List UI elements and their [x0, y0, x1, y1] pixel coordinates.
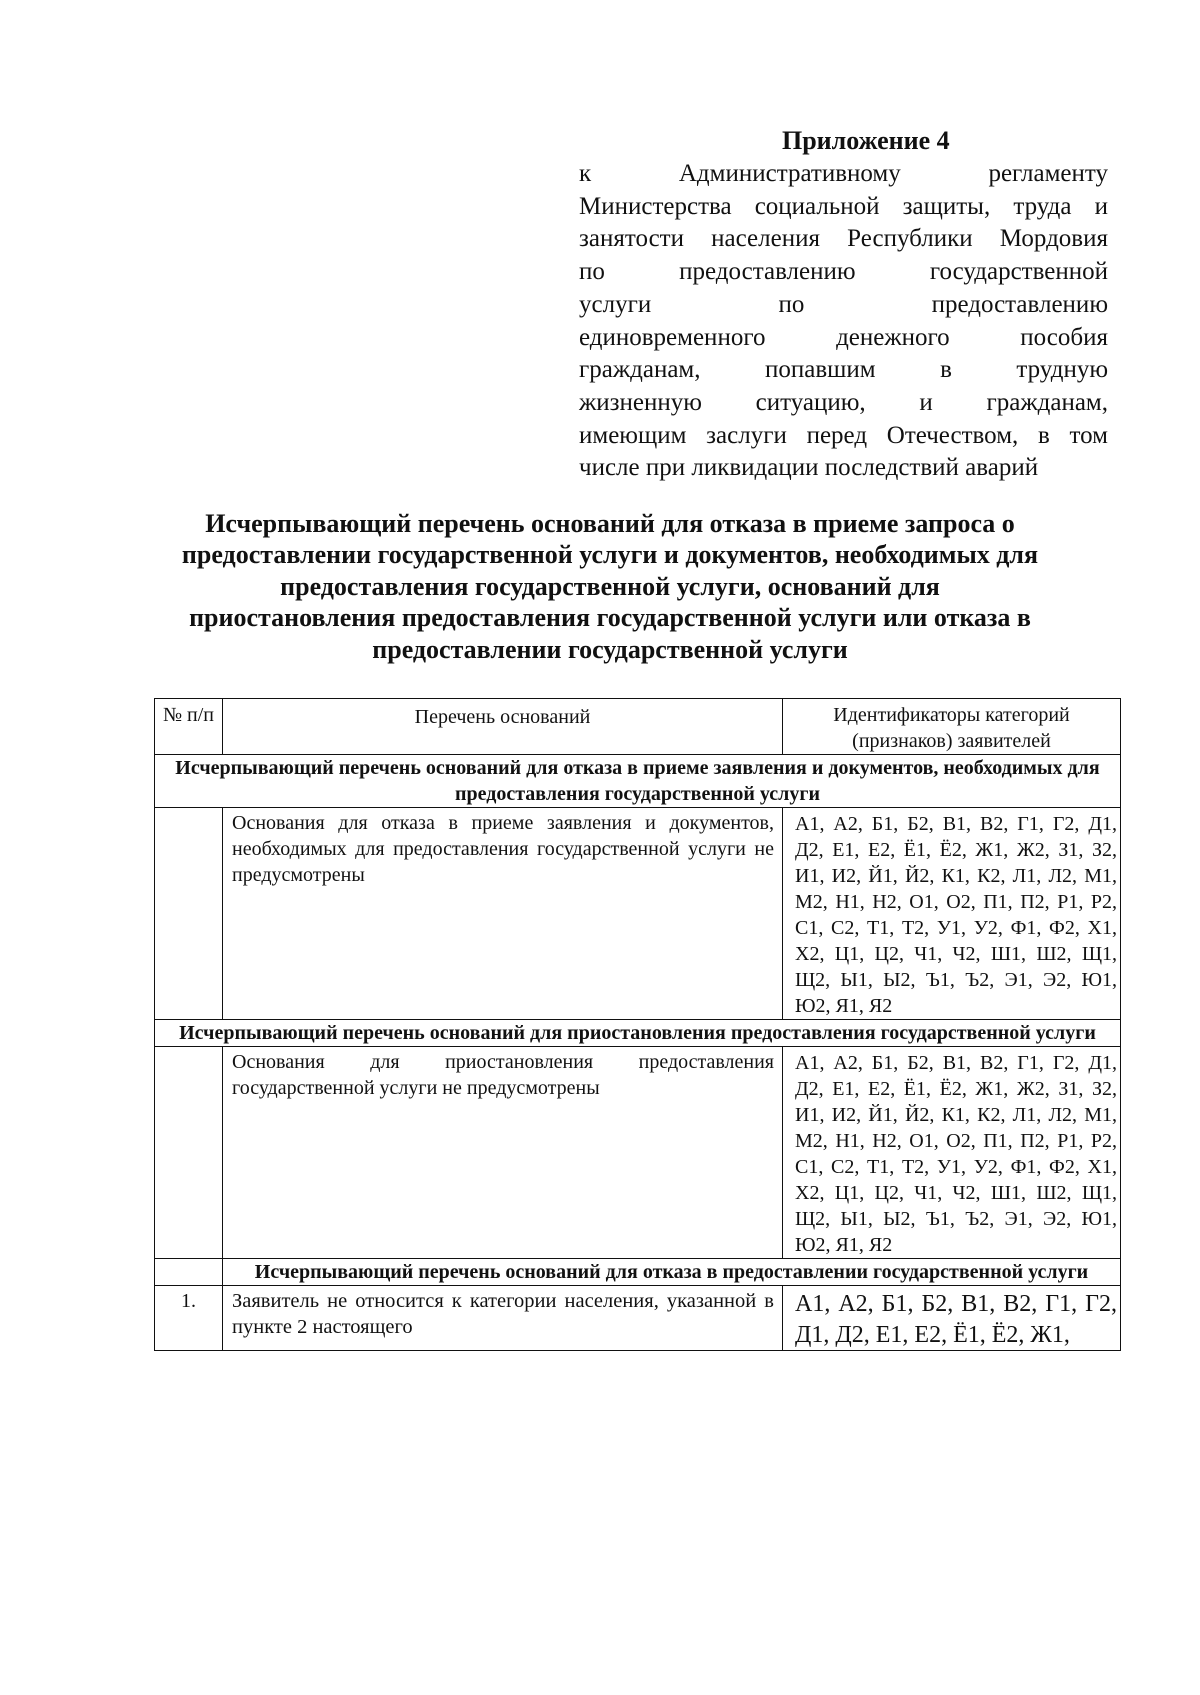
title-line: предоставлении государственной услуги [372, 634, 848, 664]
row-num: 1. [155, 1286, 223, 1351]
row-num-empty [155, 1259, 223, 1286]
document-title [150, 508, 1070, 665]
appendix-line: жизненную ситуацию, и гражданам, [579, 388, 1108, 416]
header-num: № п/п [155, 699, 223, 755]
row-num [155, 808, 223, 1020]
row-num [155, 1047, 223, 1259]
appendix-title: Приложение 4 [782, 126, 950, 155]
grounds-table [154, 698, 1121, 1351]
section-heading-row [155, 1020, 1121, 1047]
row-reason: Основания для приостановления предоставления государственной услуги не предусмотрены [223, 1047, 783, 1259]
title-line: приостановления предоставления государственной услуги или отказа в [189, 603, 1031, 633]
title-line: предоставлении государственной услуги и документов, необходимых для [181, 540, 1039, 570]
appendix-line: занятости населения Республики Мордовия [579, 225, 1108, 253]
section-heading-row [155, 1259, 1121, 1286]
title-line: предоставления государственной услуги, оснований для [280, 571, 940, 601]
appendix-line: имеющим заслуги перед Отечеством, в том [579, 421, 1108, 449]
appendix-line: к Административному регламенту [579, 160, 1108, 187]
table-header-row [155, 699, 1121, 755]
row-categories-cell [783, 1286, 1121, 1351]
title-line: Исчерпывающий перечень оснований для отказа в приеме запроса о [205, 509, 1015, 538]
appendix-block [579, 124, 1108, 485]
appendix-line: услуги по предоставлению [579, 290, 1108, 318]
table-row [155, 808, 1121, 1020]
section-heading: Исчерпывающий перечень оснований для отказа в приеме заявления и документов, необходимых для предоставления государственной услуги [155, 755, 1121, 808]
row-categories: А1, А2, Б1, Б2, В1, В2, Г1, Г2, Д1, Д2, Е1, Е2, Ё1, Ё2, Ж1, [795, 1291, 1117, 1347]
appendix-line: по предоставлению государственной [579, 258, 1108, 286]
appendix-line: числе при ликвидации последствий аварий [579, 454, 1039, 482]
appendix-line: Министерства социальной защиты, труда и [579, 192, 1108, 220]
row-reason: Заявитель не относится к категории населения, указанной в пункте 2 настоящего [232, 1290, 774, 1338]
header-categories: Идентификаторы категорий (признаков) заявителей [783, 699, 1121, 755]
section-heading: Исчерпывающий перечень оснований для отказа в предоставлении государственной услуги [223, 1259, 1121, 1286]
section-heading-row [155, 755, 1121, 808]
row-reason: Основания для отказа в приеме заявления и документов, необходимых для предоставления государственной услуги не предусмотрены [223, 808, 783, 1020]
section-heading: Исчерпывающий перечень оснований для приостановления предоставления государственной услуги [155, 1020, 1121, 1047]
row-categories: А1, А2, Б1, Б2, В1, В2, Г1, Г2, Д1, Д2, Е1, Е2, Ё1, Ё2, Ж1, Ж2, З1, З2, И1, И2, Й1, Й2, К1, К2, Л1, Л2, М1, М2, Н1, Н2, О1, О2, П1, П2, Р1, Р2, С1, С2, Т1, Т2, У1, У2, Ф1, Ф2, Х1, Х2, Ц1, Ц2, Ч1, Ч2, Ш1, Ш2, Щ1, Щ2, Ы1, Ы2, Ъ1, Ъ2, Э1, Э2, Ю1, Ю2, Я1, Я2 [783, 1047, 1121, 1259]
table-row [155, 1047, 1121, 1259]
header-reasons: Перечень оснований [223, 699, 783, 755]
appendix-line: гражданам, попавшим в трудную [579, 356, 1108, 384]
table-row [155, 1286, 1121, 1351]
row-categories: А1, А2, Б1, Б2, В1, В2, Г1, Г2, Д1, Д2, Е1, Е2, Ё1, Ё2, Ж1, Ж2, З1, З2, И1, И2, Й1, Й2, К1, К2, Л1, Л2, М1, М2, Н1, Н2, О1, О2, П1, П2, Р1, Р2, С1, С2, Т1, Т2, У1, У2, Ф1, Ф2, Х1, Х2, Ц1, Ц2, Ч1, Ч2, Ш1, Ш2, Щ1, Щ2, Ы1, Ы2, Ъ1, Ъ2, Э1, Э2, Ю1, Ю2, Я1, Я2 [783, 808, 1121, 1020]
appendix-line: единовременного денежного пособия [579, 323, 1108, 351]
row-reason-cell [223, 1286, 783, 1351]
